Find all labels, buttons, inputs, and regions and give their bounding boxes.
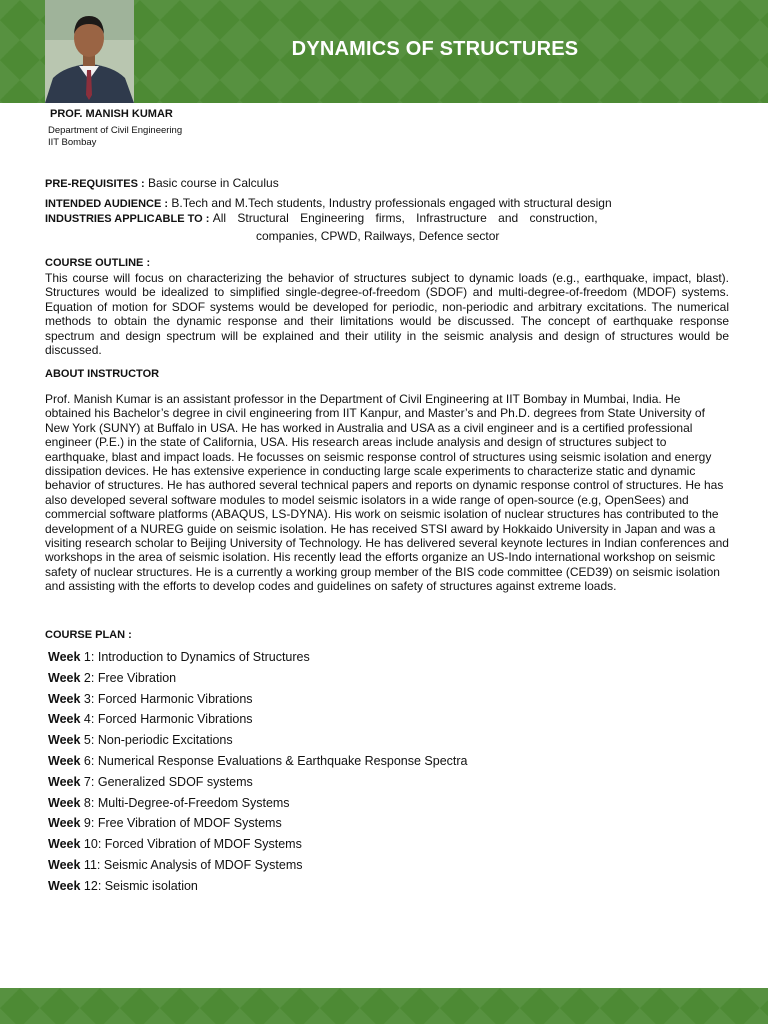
instructor-name: PROF. MANISH KUMAR (50, 108, 173, 120)
week-item: Week 1: Introduction to Dynamics of Structures (48, 650, 310, 664)
page-title: DYNAMICS OF STRUCTURES (291, 38, 579, 60)
week-item: Week 3: Forced Harmonic Vibrations (48, 691, 253, 706)
department: Department of Civil Engineering (48, 125, 183, 136)
week-item: Week 4: Forced Harmonic Vibrations (48, 712, 253, 727)
week-item: Week 2: Free Vibration (48, 670, 177, 685)
prerequisites-value: Basic course in Calculus (147, 176, 279, 190)
week-item: Week 7: Generalized SDOF systems (48, 774, 253, 789)
week-item: Week 10: Forced Vibration of MDOF Systems (48, 837, 302, 852)
prerequisites-label: PRE-REQUISITES : (45, 178, 145, 190)
week-item: Week 11: Seismic Analysis of MDOF Systems (48, 857, 303, 872)
audience-row (45, 196, 685, 212)
course-plan-list (48, 647, 468, 897)
industries-value-line1: All Structural Engineering firms, Infrastructure and construction, (212, 211, 598, 225)
week-item: Week 5: Non-periodic Excitations (48, 733, 233, 748)
course-plan-heading: COURSE PLAN : (45, 629, 132, 641)
portrait-image (45, 0, 134, 103)
instructor-affiliation (48, 125, 182, 149)
about-instructor-heading: ABOUT INSTRUCTOR (45, 368, 160, 380)
industries-label: INDUSTRIES APPLICABLE TO : (45, 213, 210, 225)
instructor-photo (45, 0, 134, 103)
footer-banner (0, 988, 768, 1024)
audience-label: INTENDED AUDIENCE : (45, 198, 169, 210)
industries-row (45, 211, 685, 227)
week-item: Week 9: Free Vibration of MDOF Systems (48, 816, 282, 831)
week-item: Week 8: Multi-Degree-of-Freedom Systems (48, 795, 290, 810)
course-outline-text: This course will focus on characterizing the behavior of structures subject to dynamic loads (e.g., earthquake, impact, blast). Structures would be idealized to simplified single-degree-of-freedom (SDOF) and multi-degree-of-freedom (MDOF) systems. Equation of motion for SDOF systems would be developed for periodic, non-periodic and arbitrary excitations. The numerical methods to obtain the dynamic response and their limitations would be discussed. The concept of earthquake response spectrum and design spectrum will be explained and their utility in the seismic analysis and design of structures would be discussed. (45, 271, 729, 358)
week-item: Week 12: Seismic isolation (48, 878, 198, 893)
industries-value-line2: companies, CPWD, Railways, Defence sector (256, 229, 500, 243)
about-instructor-text: Prof. Manish Kumar is an assistant professor in the Department of Civil Engineering at IIT Bombay in Mumbai, India. He obtained his Bachelor’s degree in civil engineering from IIT Kanpur, and Master’s and Ph.D. degrees from State University of New York (SUNY) at Buffalo in USA. He has worked in Australia and USA as a civil engineer and is a certified professional engineer (P.E.) in the state of California, USA. His research areas include analysis and design of structures subject to earthquake, blast and impact loads. He focusses on seismic response control of structures using seismic isolation and energy dissipation devices. He has extensive experience in conducting large scale experiments to characterize static and dynamic behavior of structures. He has authored several technical papers and reports on dynamic response control of structures. He has also developed several software modules to model seismic isolators in a wide range of open-source (e.g, OpenSees) and commercial software platforms (ABAQUS, LS-DYNA). His work on seismic isolation of nuclear structures has contributed to the development of a NUREG guide on seismic isolation. He has received STSI award by Hokkaido University in Japan and was a visiting research scholar to Beijing University of Technology. He has delivered several keynote lectures in Indian conferences and workshops in the area of seismic isolation. His recently lead the efforts organize an US-Indo international workshop on seismic safety of nuclear structures. He is a currently a working group member of the BIS code committee (CED39) on seismic isolation and assisting with the efforts to develop codes and guidelines on safety of structures against extreme loads. (45, 392, 729, 594)
week-item: Week 6: Numerical Response Evaluations & Earthquake Response Spectra (48, 753, 468, 768)
audience-value: B.Tech and M.Tech students, Industry professionals engaged with structural design (171, 196, 612, 210)
prerequisites-row (45, 176, 279, 192)
course-outline-heading: COURSE OUTLINE : (45, 257, 151, 269)
institute: IIT Bombay (48, 137, 97, 148)
